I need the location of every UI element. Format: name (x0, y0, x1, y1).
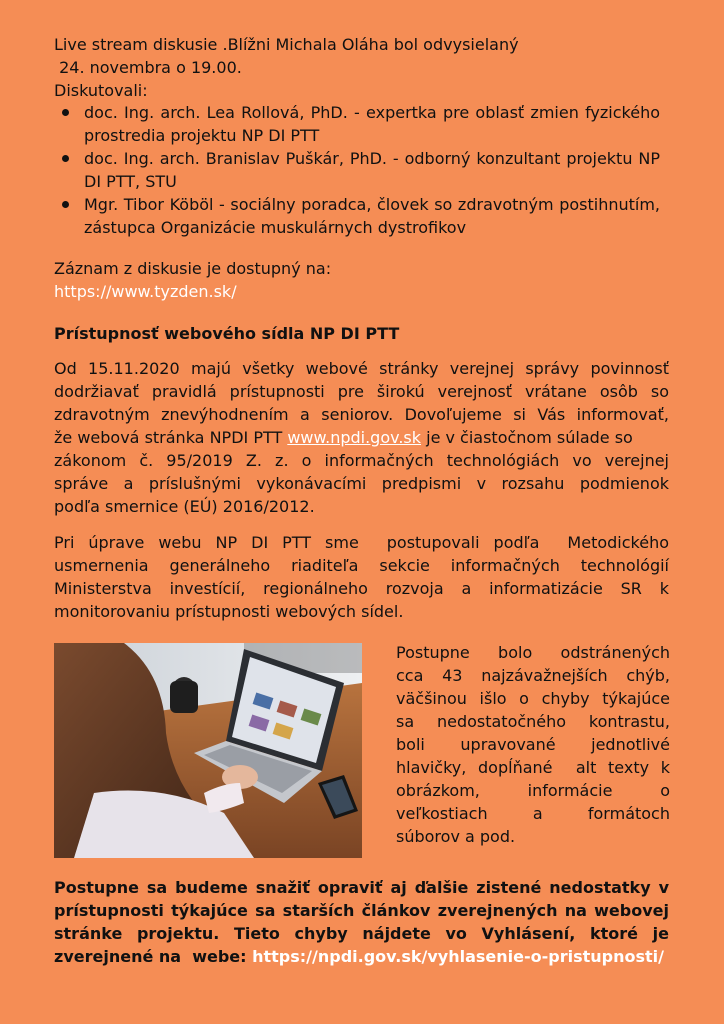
recording-block (54, 257, 669, 303)
laptop-photo-illustration (54, 643, 362, 858)
intro-line-2: 24. novembra o 19.00. (54, 58, 242, 77)
paragraph-line: súborov a pod. (396, 827, 516, 846)
paragraph-line: Postupne sa budeme snažiť opraviť aj ďalšie zistené nedostatky v (54, 878, 669, 897)
intro-line-1: Live stream diskusie .Blížni Michala Oláha bol odvysielaný (54, 35, 519, 54)
link-suffix: je v čiastočnom súlade so (421, 428, 633, 447)
recording-link[interactable]: https://www.tyzden.sk/ (54, 282, 237, 301)
paragraph-line: hlavičky, dopĺňané alt texty k (396, 758, 670, 777)
paragraph-line: monitorovaniu prístupnosti webových sídel. (54, 602, 404, 621)
speaker-item (54, 147, 660, 193)
fixes-paragraph (396, 641, 670, 848)
accessibility-paragraph-1 (54, 357, 669, 518)
discussants-label: Diskutovali: (54, 81, 148, 100)
speaker-text: Mgr. Tibor Köböl - sociálny poradca, človek so zdravotným postihnutím, zástupca Organizácie muskulárnych dystrofikov (84, 195, 660, 237)
npdi-website-link[interactable]: www.npdi.gov.sk (287, 428, 422, 447)
paragraph-line: Ministerstva investícií, regionálneho rozvoja a informatizácie SR k (54, 579, 669, 598)
paragraph-line: veľkostiach a formátoch (396, 804, 670, 823)
speaker-item (54, 101, 660, 147)
speaker-text: doc. Ing. arch. Branislav Puškár, PhD. - odborný konzultant projektu NP DI PTT, STU (84, 149, 660, 191)
paragraph-line: boli upravované jednotlivé (396, 735, 670, 754)
link-prefix: že webová stránka NPDI PTT (54, 428, 288, 447)
paragraph-line: správe a príslušnými vykonávacími predpismi v rozsahu podmienok (54, 474, 669, 493)
paragraph-line: prístupnosti týkajúce sa starších článkov zverejnených na webovej (54, 901, 669, 920)
paragraph-line: cca 43 najzávažnejších chýb, (396, 666, 670, 685)
bullet-icon (62, 109, 69, 116)
paragraph-line: Od 15.11.2020 majú všetky webové stránky verejnej správy povinnosť (54, 359, 669, 378)
paragraph-line: Postupne bolo odstránených (396, 643, 670, 662)
paragraph-line: stránke projektu. Tieto chyby nájdete vo Vyhlásení, ktoré je (54, 924, 669, 943)
speaker-item (54, 193, 660, 239)
paragraph-line: Pri úprave webu NP DI PTT sme postupovali podľa Metodického (54, 533, 669, 552)
accessibility-statement-link[interactable]: https://npdi.gov.sk/vyhlasenie-o-pristupnosti/ (252, 947, 665, 966)
paragraph-line: zákonom č. 95/2019 Z. z. o informačných technológiách vo verejnej (54, 451, 669, 470)
paragraph-line: sa nedostatočného kontrastu, (396, 712, 670, 731)
paragraph-line: väčšinou išlo o chyby týkajúce (396, 689, 670, 708)
paragraph-line: usmernenia generálneho riaditeľa sekcie informačných technológií (54, 556, 669, 575)
link-prefix: zverejnené na webe: (54, 947, 253, 966)
closing-paragraph (54, 876, 669, 968)
speakers-list (54, 101, 660, 239)
paragraph-line-with-link (54, 945, 669, 968)
section-heading: Prístupnosť webového sídla NP DI PTT (54, 324, 400, 343)
recording-label: Záznam z diskusie je dostupný na: (54, 259, 332, 278)
accessibility-paragraph-2 (54, 531, 669, 623)
bullet-icon (62, 201, 69, 208)
paragraph-line: zdravotným znevýhodnením a seniorov. Dovoľujeme si Vás informovať, (54, 405, 669, 424)
paragraph-line: podľa smernice (EÚ) 2016/2012. (54, 497, 315, 516)
paragraph-line: obrázkom, informácie o (396, 781, 670, 800)
bullet-icon (62, 155, 69, 162)
laptop-photo (54, 643, 362, 858)
intro-block (54, 33, 669, 102)
paragraph-line: dodržiavať pravidlá prístupnosti pre širokú verejnosť vrátane osôb so (54, 382, 669, 401)
paragraph-line-with-link (54, 426, 669, 449)
speaker-text: doc. Ing. arch. Lea Rollová, PhD. - expertka pre oblasť zmien fyzického prostredia projektu NP DI PTT (84, 103, 660, 145)
